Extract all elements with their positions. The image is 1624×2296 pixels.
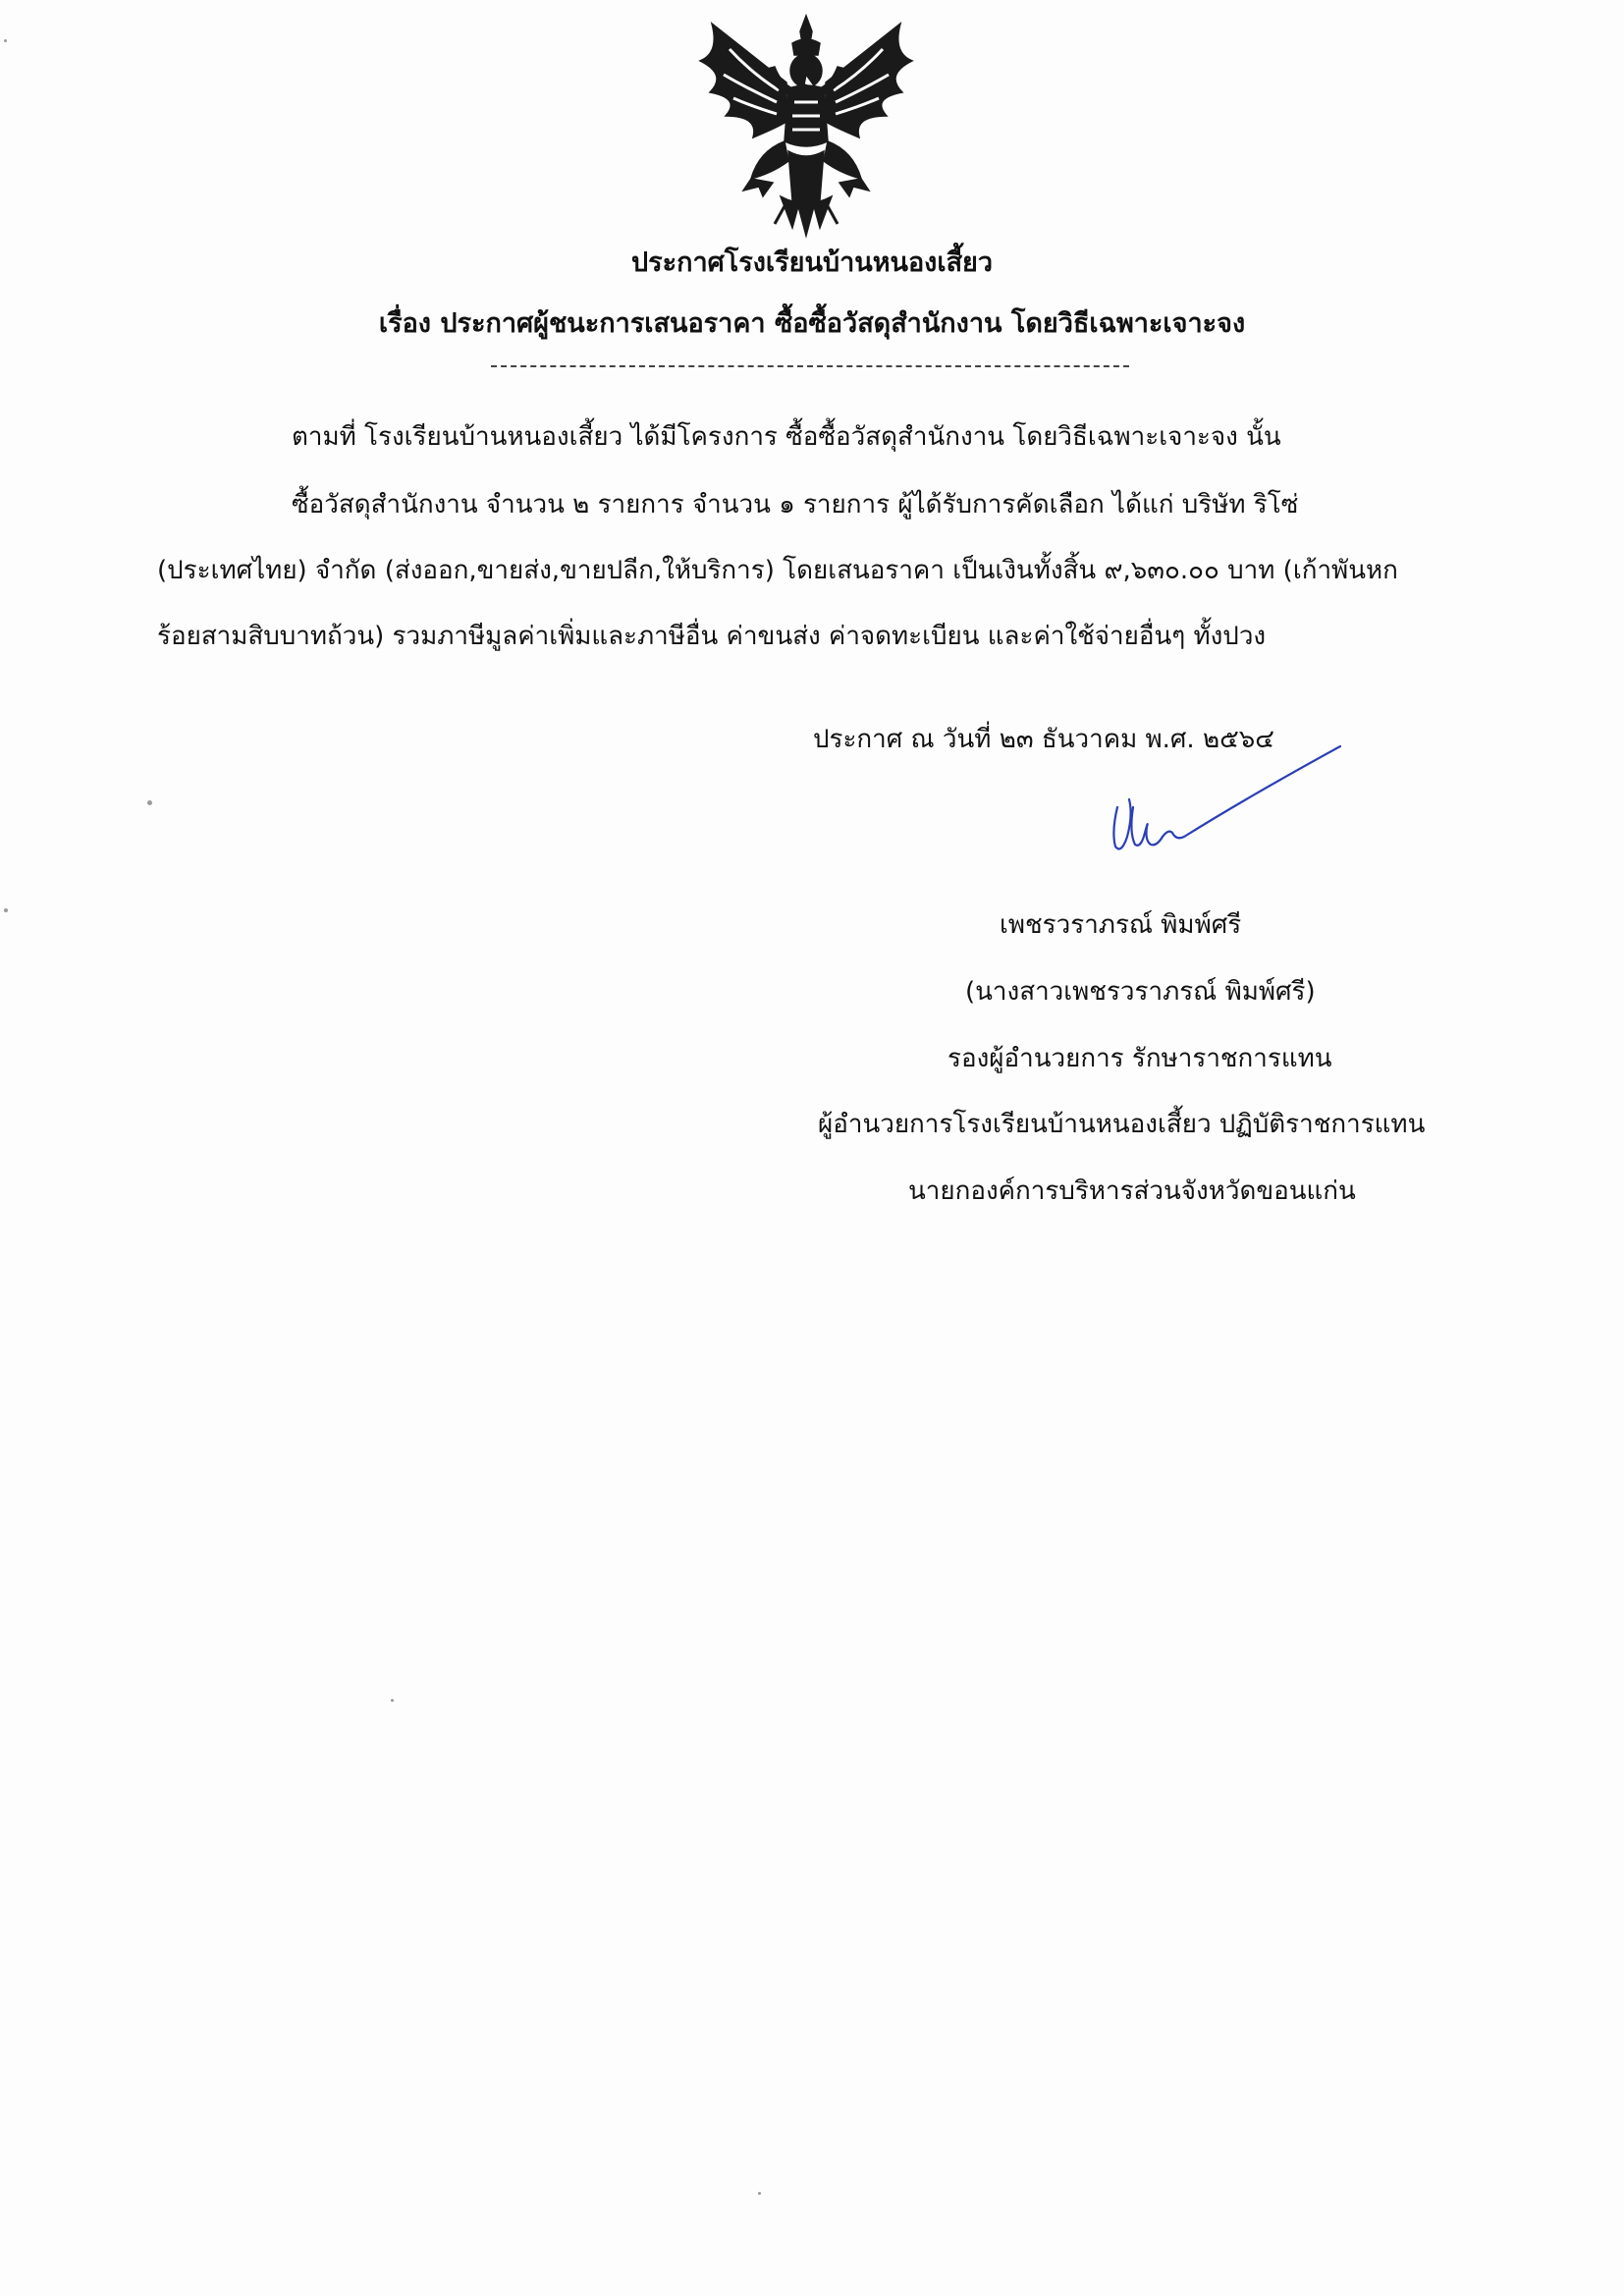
body-line: (ประเทศไทย) จำกัด (ส่งออก,ขายส่ง,ขายปลีก,ให้บริการ) โดยเสนอราคา เป็นเงินทั้งสิ้น ๙,๖๓๐.๐๐ บาท (เก้าพันหก [157,556,1398,585]
signer-position: ผู้อำนวยการโรงเรียนบ้านหนองเสี้ยว ปฏิบัติราชการแทน [818,1110,1426,1139]
signer-position: นายกองค์การบริหารส่วนจังหวัดขอนแก่น [908,1176,1356,1206]
signer-position: รองผู้อำนวยการ รักษาราชการแทน [947,1044,1332,1073]
body-line: ซื้อวัสดุสำนักงาน จำนวน ๒ รายการ จำนวน ๑ รายการ ผู้ได้รับการคัดเลือก ได้แก่ บริษัท ริโซ่ [292,490,1299,519]
scan-speck [4,908,8,912]
handwritten-signature-icon [1100,738,1345,886]
announcement-title: ประกาศโรงเรียนบ้านหนองเสี้ยว [630,247,994,278]
announcement-date: ประกาศ ณ วันที่ ๒๓ ธันวาคม พ.ศ. ๒๕๖๔ [813,725,1274,754]
signer-name: เพชรวราภรณ์ พิมพ์ศรี [1000,910,1242,940]
body-line: ร้อยสามสิบบาทถ้วน) รวมภาษีมูลค่าเพิ่มและภาษีอื่น ค่าขนส่ง ค่าจดทะเบียน และค่าใช้จ่ายอื่นๆ ทั้งปวง [157,622,1267,651]
scan-speck [147,800,152,805]
scan-speck [4,39,7,42]
announcement-subject: เรื่อง ประกาศผู้ชนะการเสนอราคา ซื้อซื้อวัสดุสำนักงาน โดยวิธีเฉพาะเจาะจง [378,308,1246,339]
signer-full-name: (นางสาวเพชรวราภรณ์ พิมพ์ศรี) [965,977,1316,1007]
garuda-emblem-icon [690,14,922,242]
divider [491,365,1129,367]
body-line: ตามที่ โรงเรียนบ้านหนองเสี้ยว ได้มีโครงการ ซื้อซื้อวัสดุสำนักงาน โดยวิธีเฉพาะเจาะจง นั้น [292,422,1281,452]
scan-speck [391,1699,394,1702]
scan-speck [758,2192,761,2195]
